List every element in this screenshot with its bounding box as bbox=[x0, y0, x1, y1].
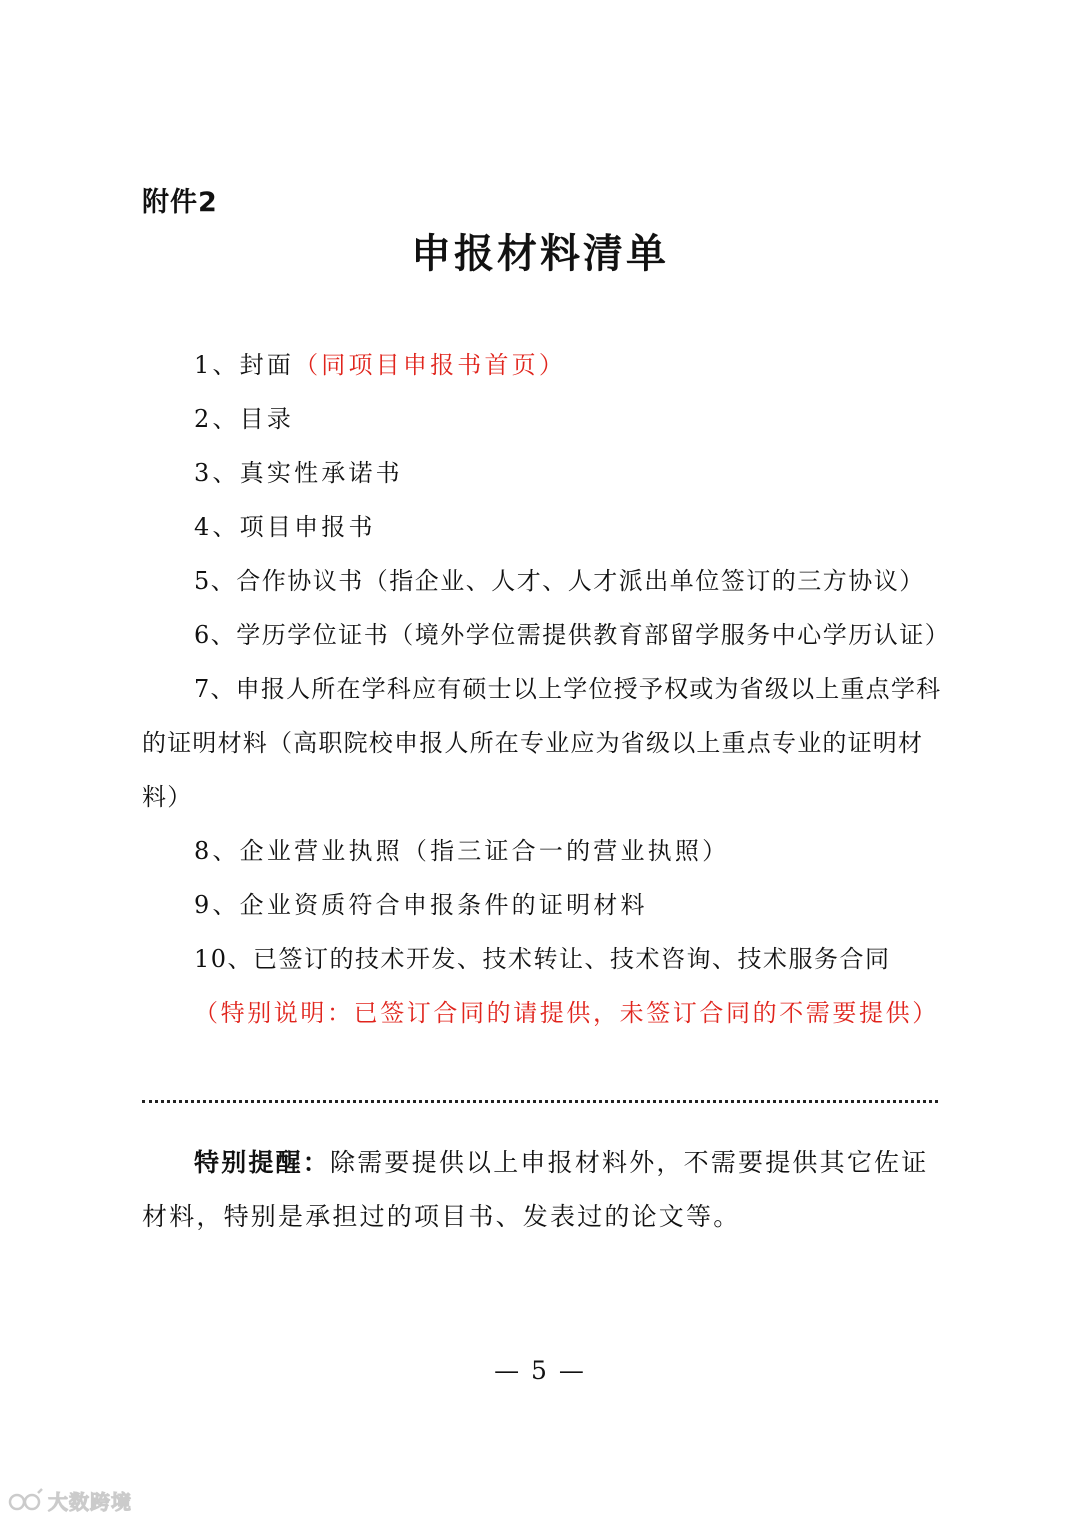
list-item-text: 2、目录 bbox=[194, 405, 295, 433]
watermark-text: 大数跨境 bbox=[48, 1489, 132, 1514]
reminder-text: 除需要提供以上申报材料外，不需要提供其它佐证材料，特别是承担过的项目书、发表过的论文等。 bbox=[142, 1148, 929, 1231]
list-item-text: 6、学历学位证书（境外学位需提供教育部留学服务中心学历认证） bbox=[194, 621, 951, 649]
list-item-text: 7、申报人所在学科应有硕士以上学位授予权或为省级以上重点学科的证明材料（高职院校申报人所在专业应为省级以上重点专业的证明材料） bbox=[142, 675, 942, 811]
watermark-logo-icon bbox=[8, 1487, 44, 1513]
list-item-text: 4、项目申报书 bbox=[194, 513, 376, 541]
list-item-9 bbox=[142, 878, 942, 932]
document-title: 申报材料清单 bbox=[411, 230, 669, 277]
list-item-text: 1、封面 bbox=[194, 351, 295, 379]
list-item-text: 10、已签订的技术开发、技术转让、技术咨询、技术服务合同 bbox=[194, 945, 891, 973]
list-item-text: 9、企业资质符合申报条件的证明材料 bbox=[194, 891, 648, 919]
list-item-8 bbox=[142, 824, 942, 878]
list-item-7 bbox=[142, 662, 942, 824]
list-item-text: 5、合作协议书（指企业、人才、人才派出单位签订的三方协议） bbox=[194, 567, 925, 595]
list-item-5 bbox=[142, 554, 942, 608]
dotted-divider bbox=[142, 1100, 938, 1103]
special-note: （特别说明：已签订合同的请提供，未签订合同的不需要提供） bbox=[194, 999, 939, 1027]
page-number: — 5 — bbox=[494, 1356, 586, 1385]
special-reminder bbox=[142, 1136, 938, 1244]
attachment-label: 附件2 bbox=[142, 187, 218, 218]
list-item-6 bbox=[142, 608, 951, 662]
list-item-3 bbox=[142, 446, 942, 500]
materials-list bbox=[142, 338, 951, 1040]
list-item-1 bbox=[142, 338, 942, 392]
list-item-2 bbox=[142, 392, 942, 446]
reminder-label: 特别提醒： bbox=[194, 1148, 331, 1177]
watermark bbox=[8, 1485, 132, 1515]
list-item-note: （同项目申报书首页） bbox=[294, 351, 567, 379]
list-item-10 bbox=[142, 932, 942, 986]
list-item-4 bbox=[142, 500, 942, 554]
list-item-text: 3、真实性承诺书 bbox=[194, 459, 403, 487]
list-item-text: 8、企业营业执照（指三证合一的营业执照） bbox=[194, 837, 730, 865]
